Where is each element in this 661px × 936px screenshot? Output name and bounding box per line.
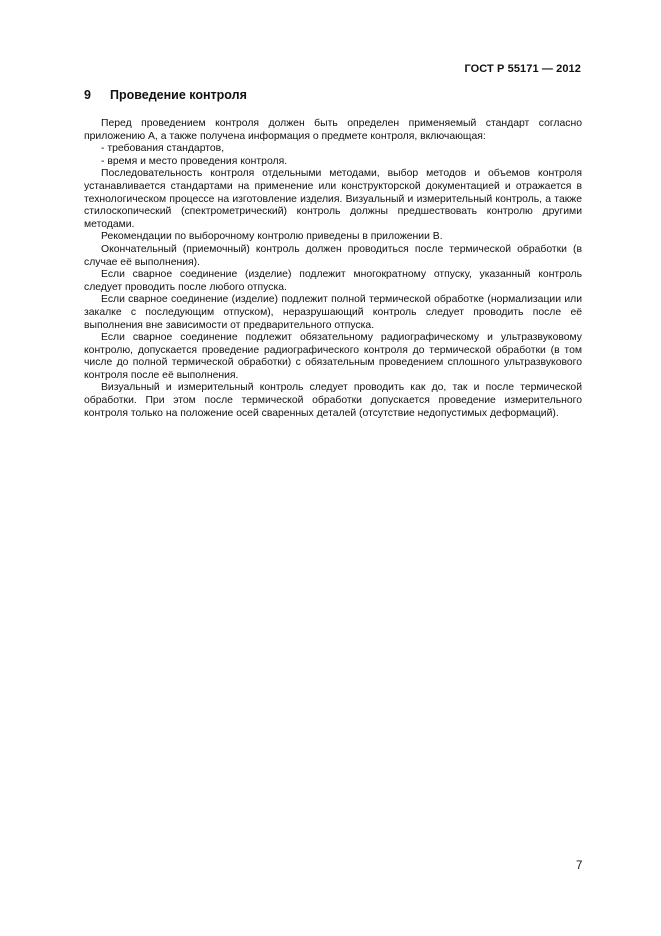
section-body [84,118,582,420]
paragraph: Окончательный (приемочный) контроль должен проводиться после термической обработки (в случае её выполнения). [84,243,582,268]
paragraph: Перед проведением контроля должен быть определен применяемый стандарт согласно приложению А, а также получена информация о предмете контроля, включающая: [84,118,582,142]
paragraph: Если сварное соединение (изделие) подлежит полной термической обработке (нормализации или закалке с последующим отпуском), неразрушающий контроль следует проводить после её выполнения вне зависимости от предварительного отпуска. [84,294,582,331]
section-heading [84,88,247,102]
paragraph: Если сварное соединение (изделие) подлежит многократному отпуску, указанный контроль следует проводить после любого отпуска. [84,269,582,293]
paragraph: Последовательность контроля отдельными методами, выбор методов и объемов контроля устанавливается стандартами на применение или конструкторской документацией и отражается в технологическом процессе на изготовление изделия. Визуальный и измерительный контроль, а также стилоскопический (спектрометрический) контроль должны предшествовать контролю другими методами. [84,168,582,230]
paragraph: Визуальный и измерительный контроль следует проводить как до, так и после термической обработки. При этом после термической обработки допускается проведение измерительного контроля только на положение осей сваренных деталей (отсутствие недопустимых деформаций). [84,382,582,419]
paragraph: Если сварное соединение подлежит обязательному радиографическому и ультразвуковому контролю, допускается проведение радиографического контроля до термической обработки (в том числе до полной термической обработки) с обязательным проведением сплошного ультразвукового контроля после её выполнения. [84,332,582,381]
document-header-standard: ГОСТ Р 55171 — 2012 [464,63,581,75]
list-item: - время и место проведения контроля. [101,155,288,167]
section-title: Проведение контроля [110,88,247,102]
section-number: 9 [84,88,91,102]
page-number: 7 [576,860,583,872]
paragraph: Рекомендации по выборочному контролю приведены в приложении В. [101,231,443,243]
list-item: - требования стандартов, [101,143,225,155]
